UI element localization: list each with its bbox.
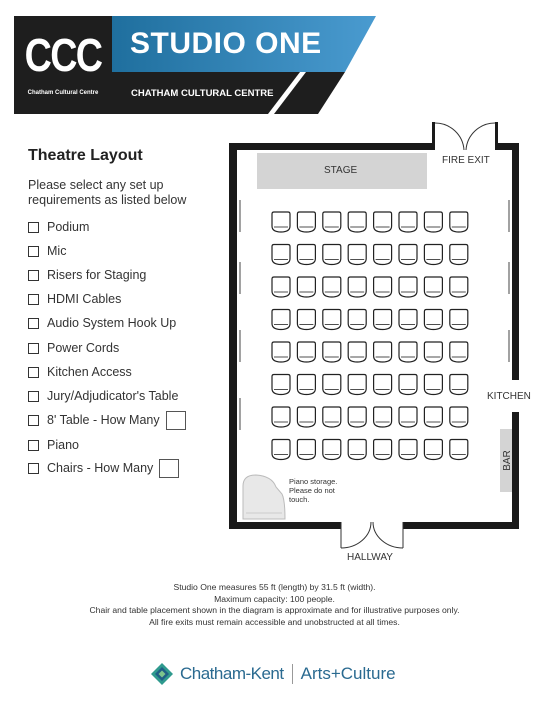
option-audio-system[interactable] (28, 314, 176, 332)
stage-label: STAGE (324, 165, 358, 176)
chair-icon (399, 310, 417, 330)
checkbox[interactable] (28, 415, 39, 426)
chair-icon (424, 440, 442, 460)
chair-icon (450, 407, 468, 427)
chair-icon (374, 440, 392, 460)
chair-icon (323, 375, 341, 395)
chair-icon (297, 212, 315, 232)
option-label: Chairs - How Many (47, 461, 154, 475)
chair-icon (297, 407, 315, 427)
checkbox[interactable] (28, 391, 39, 402)
option-power-cords[interactable] (28, 339, 119, 357)
note-line: Maximum capacity: 100 people. (214, 593, 335, 604)
chair-icon (399, 375, 417, 395)
chair-icon (450, 212, 468, 232)
chair-icon (450, 245, 468, 265)
option-label: Piano (47, 438, 79, 452)
option-risers[interactable] (28, 266, 146, 284)
chair-icon (297, 440, 315, 460)
checkbox[interactable] (28, 343, 39, 354)
chair-icon (323, 407, 341, 427)
checkbox[interactable] (28, 222, 39, 233)
chair-icon (323, 310, 341, 330)
logo-text: CCC (24, 29, 102, 81)
checkbox[interactable] (28, 270, 39, 281)
chair-icon (374, 277, 392, 297)
chair-icon (348, 245, 366, 265)
chair-icon (374, 375, 392, 395)
centre-name: CHATHAM CULTURAL CENTRE (131, 88, 274, 99)
chair-icon (374, 310, 392, 330)
option-kitchen-access[interactable] (28, 363, 132, 381)
hallway-label: HALLWAY (347, 552, 393, 563)
option-label: Power Cords (47, 341, 120, 355)
chair-icon (323, 342, 341, 362)
chair-icon (424, 375, 442, 395)
chair-icon (424, 212, 442, 232)
checkbox[interactable] (28, 246, 39, 257)
chair-icon (450, 375, 468, 395)
chair-icon (272, 245, 290, 265)
option-label: HDMI Cables (47, 292, 122, 306)
footer-brand (150, 661, 396, 687)
chair-icon (374, 342, 392, 362)
room-notes (0, 582, 549, 628)
chair-icon (272, 212, 290, 232)
chair-icon (323, 440, 341, 460)
chair-icon (424, 342, 442, 362)
option-chairs[interactable] (28, 459, 179, 477)
option-8ft-table[interactable] (28, 411, 186, 429)
checkbox[interactable] (28, 367, 39, 378)
hallway-door (341, 522, 403, 548)
kitchen-label: KITCHEN (487, 391, 531, 402)
note-line: Studio One measures 55 ft (length) by 31.5 ft (width). (173, 582, 376, 592)
option-label: 8' Table - How Many (47, 413, 160, 427)
chair-icon (348, 310, 366, 330)
chair-icon (450, 440, 468, 460)
chair-icon (450, 342, 468, 362)
chair-icon (323, 277, 341, 297)
chair-icon (272, 342, 290, 362)
division-name: Arts+Culture (300, 664, 396, 683)
chair-icon (348, 342, 366, 362)
chair-icon (374, 407, 392, 427)
chair-icon (399, 407, 417, 427)
option-label: Audio System Hook Up (47, 316, 177, 330)
option-label: Mic (47, 244, 67, 258)
chair-icon (424, 245, 442, 265)
chair-icon (374, 245, 392, 265)
chair-icon (297, 342, 315, 362)
chair-icon (272, 310, 290, 330)
chair-icon (399, 245, 417, 265)
chair-icon (450, 277, 468, 297)
chair-icon (424, 407, 442, 427)
chair-icon (399, 212, 417, 232)
chair-icon (450, 310, 468, 330)
option-label: Kitchen Access (47, 365, 132, 379)
chair-icon (297, 310, 315, 330)
checkbox[interactable] (28, 294, 39, 305)
option-piano[interactable] (28, 436, 79, 454)
chair-icon (323, 245, 341, 265)
chair-icon (399, 440, 417, 460)
note-line: All fire exits must remain accessible and unobstructed at all times. (149, 616, 400, 627)
chatham-kent-diamond-icon (150, 662, 174, 686)
brand-name: Chatham-Kent (180, 664, 284, 683)
chair-icon (424, 310, 442, 330)
chair-icon (297, 245, 315, 265)
chair-icon (297, 375, 315, 395)
checkbox[interactable] (28, 318, 39, 329)
chair-icon (297, 277, 315, 297)
ccc-logo (14, 16, 112, 114)
fire-exit-door (435, 123, 495, 150)
chair-icon (323, 212, 341, 232)
fire-exit-label: FIRE EXIT (442, 155, 490, 166)
option-label: Risers for Staging (47, 268, 147, 282)
checkbox[interactable] (28, 463, 39, 474)
table-quantity-input[interactable] (166, 411, 186, 430)
chair-icon (348, 375, 366, 395)
page-title: STUDIO ONE (130, 27, 322, 60)
option-hdmi-cables[interactable] (28, 290, 121, 308)
chair-icon (272, 440, 290, 460)
option-label: Podium (47, 220, 90, 234)
chairs-quantity-input[interactable] (159, 459, 179, 478)
piano-storage-note: Piano storage. Please do not touch. (289, 477, 338, 504)
chair-icon (348, 212, 366, 232)
chair-icon (272, 407, 290, 427)
chair-icon (348, 407, 366, 427)
bar-label: BAR (501, 450, 513, 471)
note-line: Chair and table placement shown in the diagram is approximate and for illustrative purposes only. (89, 605, 460, 615)
checkbox[interactable] (28, 440, 39, 451)
chair-icon (348, 440, 366, 460)
chair-icon (348, 277, 366, 297)
form-instructions: Please select any set up requirements as listed below (28, 178, 187, 207)
form-heading: Theatre Layout (28, 147, 143, 164)
chair-icon (272, 375, 290, 395)
floor-plan (226, 120, 526, 560)
option-mic[interactable] (28, 242, 66, 260)
chair-icon (374, 212, 392, 232)
option-jury-table[interactable] (28, 387, 178, 405)
chair-icon (424, 277, 442, 297)
chair-icon (272, 277, 290, 297)
seating-chairs (272, 212, 468, 460)
option-label: Jury/Adjudicator's Table (47, 389, 179, 403)
piano-icon (243, 475, 285, 519)
chair-icon (399, 342, 417, 362)
chair-icon (399, 277, 417, 297)
option-podium[interactable] (28, 218, 89, 236)
logo-subtext: Chatham Cultural Centre (27, 90, 99, 96)
brand-divider (292, 664, 293, 684)
